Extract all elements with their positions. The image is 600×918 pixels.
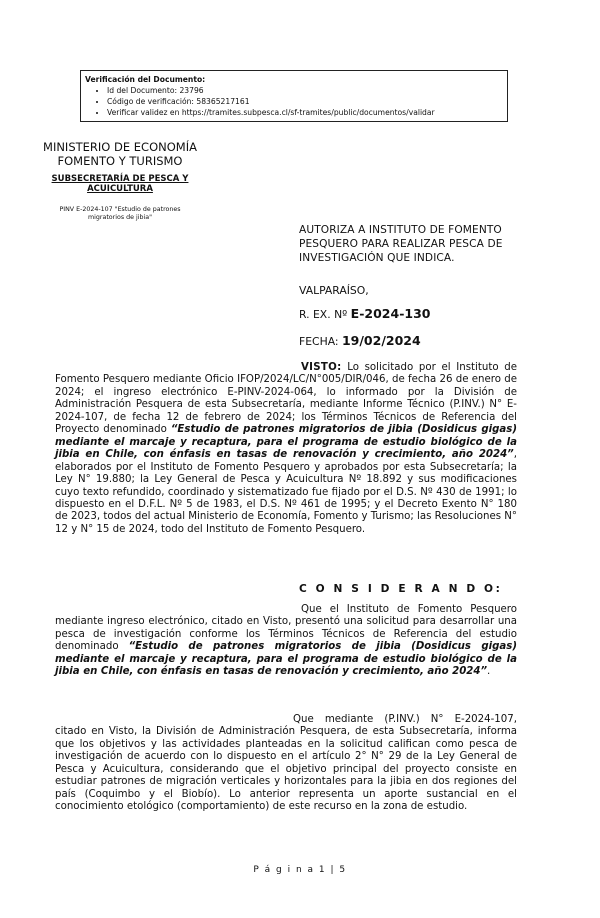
considerando-heading: C O N S I D E R A N D O: bbox=[299, 583, 503, 595]
verification-box bbox=[80, 70, 508, 122]
visto-paragraph: VISTO: Lo solicitado por el Instituto de Fomento Pesquero mediante Oficio IFOP/2024/LC/N°005/DIR/046, de fecha 26 de enero de 2024; el ingreso electrónico E-PINV-2024-064, lo informado por la División de Administración Pesquera de esta Subsecretaría, mediante Informe Técnico (P.INV.) N° E-2024-107, de fecha 12 de febrero de 2024; los Términos Técnicos de Referencia del Proyecto denominado “Estudio de patrones migratorios de jibia (Dosidicus gigas) mediante el marcaje y recaptura, para el programa de estudio biológico de la jibia en Chile, con énfasis en tasas de renovación y crecimiento, año 2024”, elaborados por el Instituto de Fomento Pesquero y aprobados por esta Subsecretaría; la Ley N° 19.880; la Ley General de Pesca y Acuicultura Nº 18.892 y sus modificaciones cuyo texto refundido, coordinado y sistematizado fue fijado por el D.S. Nº 430 de 1991; lo dispuesto en el D.F.L. Nº 5 de 1983, el D.S. Nº 461 de 1995; y el Decreto Exento N° 180 de 2023, todos del actual Ministerio de Economía, Fomento y Turismo; las Resoluciones N° 12 y N° 15 de 2024, todo del Instituto de Fomento Pesquero. bbox=[55, 362, 518, 535]
project-title: “Estudio de patrones migratorios de jibia (Dosidicus gigas) mediante el marcaje y recaptura, para el programa de estudio biológico de la jibia en Chile, con énfasis en tasas de renovación y crecimiento, año 2024” bbox=[55, 424, 518, 461]
considerando-paragraph-2: Que mediante (P.INV.) N° E-2024-107, citado en Visto, la División de Administración Pesquera, de esta Subsecretaría, informa que los objetivos y las actividades planteadas en la solicitud califican como pesca de investigación de acuerdo con lo dispuesto en el artículo 2° N° 29 de la Ley General de Pesca y Acuicultura, considerando que el objetivo principal del proyecto consiste en estudiar patrones de migración verticales y horizontales para la jibia en dos regiones del país (Coquimbo y el Biobío). Lo anterior representa un aporte sustancial en el conocimiento etológico (comportamiento) de este recurso en la zona de estudio. bbox=[55, 714, 517, 813]
verification-list bbox=[85, 85, 503, 118]
verification-code: • Código de verificación: 58365217161 bbox=[107, 96, 503, 107]
resolution-date: FECHA: 19/02/2024 bbox=[299, 333, 421, 348]
page-number: P á g i n a 1 | 5 bbox=[253, 865, 347, 875]
location: VALPARAÍSO, bbox=[299, 284, 369, 297]
pinv-reference: PINV E-2024-107 "Estudio de patrones migratorios de jibia" bbox=[59, 206, 181, 221]
subsecretaria-name: SUBSECRETARÍA DE PESCA Y ACUICULTURA bbox=[51, 174, 189, 194]
verification-title: Verificación del Documento: bbox=[85, 75, 206, 84]
authorization-title: AUTORIZA A INSTITUTO DE FOMENTO PESQUERO PARA REALIZAR PESCA DE INVESTIGACIÓN QUE INDICA. bbox=[299, 224, 503, 265]
project-title-2: “Estudio de patrones migratorios de jibia (Dosidicus gigas) mediante el marcaje y recaptura, para el programa de estudio biológico de la jibia en Chile, con énfasis en tasas de renovación y crecimiento, año 2024” bbox=[55, 641, 517, 678]
verification-url[interactable]: • Verificar validez en https://tramites.subpesca.cl/sf-tramites/public/documentos/validar bbox=[107, 107, 503, 118]
resolution-number: R. EX. Nº E-2024-130 bbox=[299, 306, 431, 321]
considerando-paragraph-1: Que el Instituto de Fomento Pesquero mediante ingreso electrónico, citado en Visto, presentó una solicitud para desarrollar una pesca de investigación conforme los Términos Técnicos de Referencia del estudio denominado “Estudio de patrones migratorios de jibia (Dosidicus gigas) mediante el marcaje y recaptura, para el programa de estudio biológico de la jibia en Chile, con énfasis en tasas de renovación y crecimiento, año 2024”. bbox=[55, 604, 517, 678]
visto-keyword: VISTO: bbox=[301, 362, 342, 373]
verification-id: • Id del Documento: 23796 bbox=[107, 85, 503, 96]
ministry-name: MINISTERIO DE ECONOMÍA FOMENTO Y TURISMO bbox=[43, 140, 197, 168]
